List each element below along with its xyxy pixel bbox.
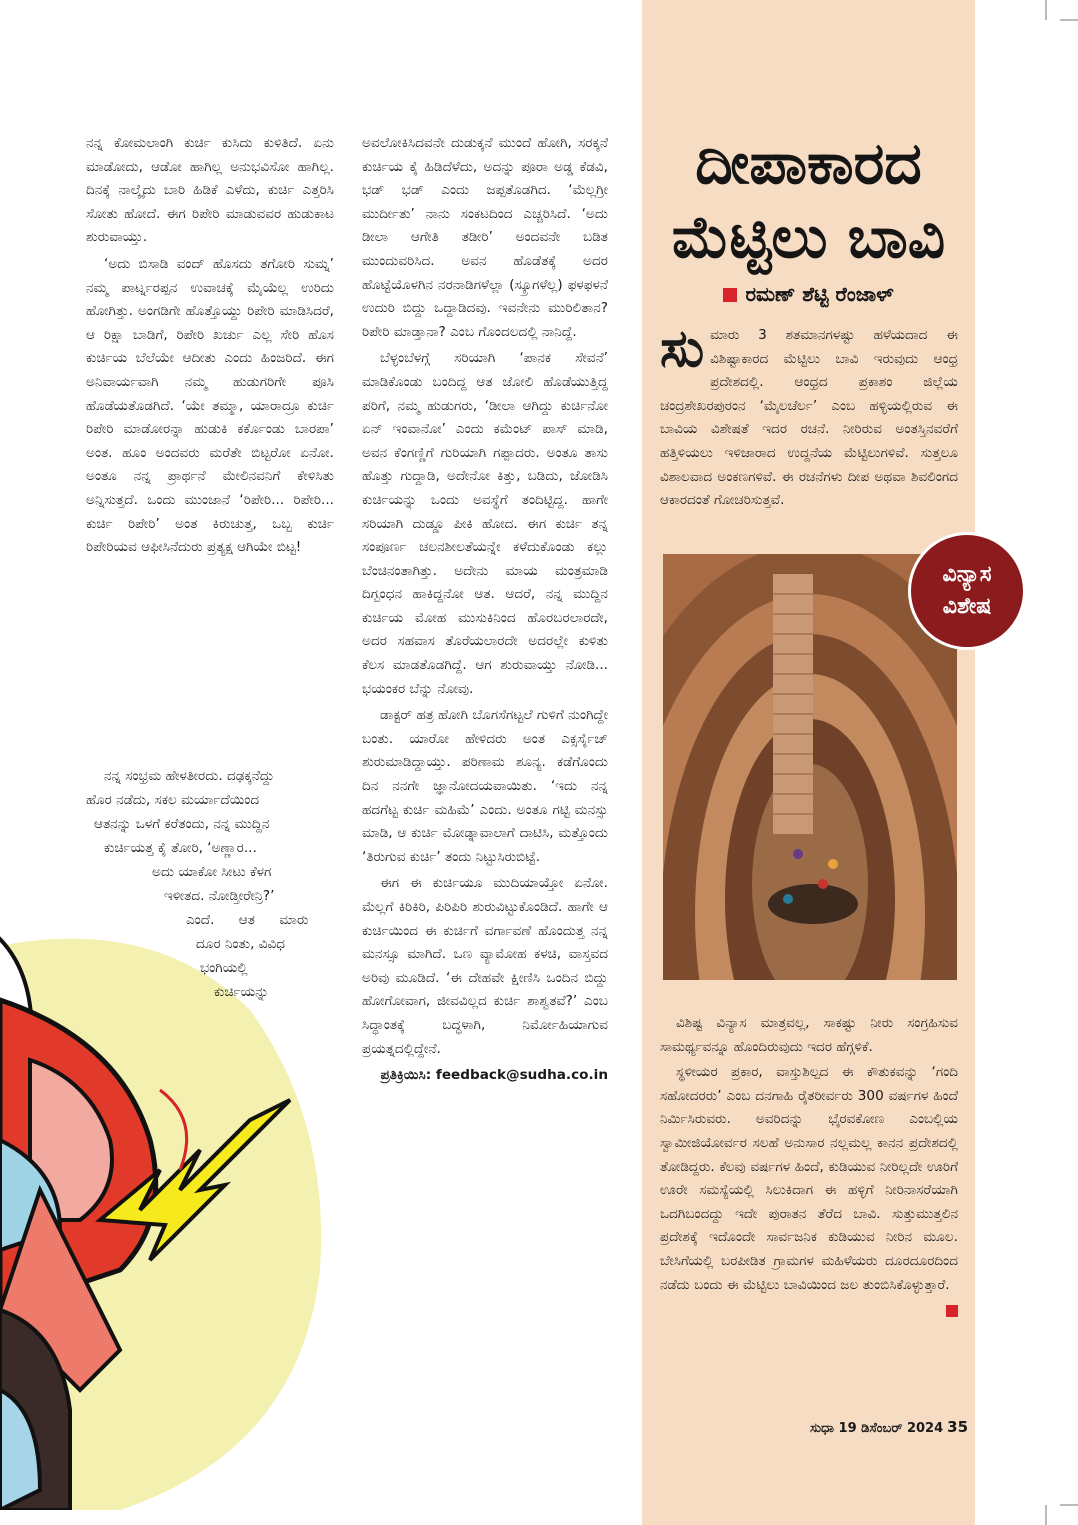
sidebar-paragraph: ಸ್ಥಳೀಯರ ಪ್ರಕಾರ, ವಾಸ್ತುಶಿಲ್ಪದ ಈ ಕೌತುಕವನ್ನು ‘ಗಂದಿ ಸಹೋದರರು’ ಎಂಬ ದನಗಾಹಿ ರೈತರೀರ್ವರು 300 ವರ್ಷಗಳ ಹಿಂದೆ ನಿರ್ಮಿಸಿರುವರು. ಅವರಿದನ್ನು ಭೈರವಕೋಣ ಎಂಬಲ್ಲಿಯ ಸ್ವಾಮೀಜಿಯೋರ್ವರ ಸಲಹೆ ಅನುಸಾರ ನಲ್ಲಮಲ್ಲ ಕಾನನ ಪ್ರದೇಶದಲ್ಲಿ ತೋಡಿದ್ದರು. ಕೆಲವು ವರ್ಷಗಳ ಹಿಂದೆ, ಕುಡಿಯುವ ನೀರಿಲ್ಲದೇ ಊರಿಗೆ ಊರೇ ಸಮಸ್ಯೆಯಲ್ಲಿ ಸಿಲುಕಿದಾಗ ಈ ಹಳ್ಳಿಗೆ ನೀರಿನಾಸರೆಯಾಗಿ ಒದಗಿಬಂದದ್ದು ಇದೇ ಪುರಾತನ ತೆರೆದ ಬಾವಿ. ಸುತ್ತುಮುತ್ತಲಿನ ಪ್ರದೇಶಕ್ಕೆ ಇದೊಂದೇ ಸಾರ್ವಜನಿಕ ಕುಡಿಯುವ ನೀರಿನ ಮೂಲ. ಬೇಸಿಗೆಯಲ್ಲಿ ಬರಪೀಡಿತ ಗ್ರಾಮಗಳ ಮಹಿಳೆಯರು ದೂರದೂರದಿಂದ ನಡೆದು ಬಂದು ಈ ಮೆಟ್ಟಿಲು ಬಾವಿಯಿಂದ ಜಲ ತುಂಬಿಸಿಕೊಳ್ಳುತ್ತಾರೆ. xyxy=(660,1064,958,1293)
text-line: ಅದು ಯಾಕೋ ಸೀಟು ಕೆಳಗ xyxy=(152,864,272,880)
sidebar-body xyxy=(660,1012,958,1317)
text-line: ಎಂದೆ. ಆತ ಮಾರು xyxy=(186,912,309,928)
sidebar-paragraph: ವಿಶಿಷ್ಟ ವಿನ್ಯಾಸ ಮಾತ್ರವಲ್ಲ, ಸಾಕಷ್ಟು ನೀರು ಸಂಗ್ರಹಿಸುವ ಸಾಮರ್ಥ್ಯವನ್ನೂ ಹೊಂದಿರುವುದು ಇದರ ಹೆಗ್ಗಳಿಕೆ. xyxy=(660,1015,958,1055)
text-line: ಇಳೀತದ. ನೋಡ್ತೀರೇನ್ರಿ?’ xyxy=(164,888,275,904)
sidebar-intro-text: ಮಾರು 3 ಶತಮಾನಗಳಷ್ಟು ಹಳೆಯದಾದ ಈ ವಿಶಿಷ್ಟಾಕಾರದ ಮೆಟ್ಟಿಲು ಬಾವಿ ಇರುವುದು ಆಂಧ್ರ ಪ್ರದೇಶದಲ್ಲಿ. ಆಂಧ್ರದ ಪ್ರಕಾಶಂ ಜಿಲ್ಲೆಯ ಚಂದ್ರಶೇಖರಪುರಂನ ‘ಮೈಲಚೆರ್ಲ’ ಎಂಬ ಹಳ್ಳಿಯಲ್ಲಿರುವ ಈ ಬಾವಿಯ ವಿಶೇಷತೆ ಇದರ ರಚನೆ. ನೀರಿರುವ ಅಂತಸ್ತಿನವರೆಗೆ ಹತ್ತಿಳಿಯಲು ಇಳಿಜಾರಾದ ಉದ್ದನೆಯ ಮೆಟ್ಟಿಲುಗಳಿವೆ. ಸುತ್ತಲೂ ವಿಶಾಲವಾದ ಅಂಕಣಗಳಿವೆ. ಈ ರಚನೆಗಳು ದೀಪ ಅಥವಾ ಶಿವಲಿಂಗದ ಆಕಾರದಂತೆ ಗೋಚರಿಸುತ್ತವೆ. xyxy=(660,327,958,509)
text-line: ನನ್ನ ಸಂಭ್ರಮ ಹೇಳತೀರದು. ದಢಕ್ಕನೆದ್ದು xyxy=(104,768,275,784)
end-mark-icon xyxy=(946,1305,958,1317)
text-line: ಕುರ್ಚಿಯತ್ತ ಕೈ ತೋರಿ, ‘ಅಣ್ಣಾರ... xyxy=(104,840,257,856)
text-line: ಆತನನ್ನು ಒಳಗೆ ಕರೆತಂದು, ನನ್ನ ಮುದ್ದಿನ xyxy=(94,816,270,832)
feature-badge xyxy=(908,532,1026,650)
badge-line-1: ವಿನ್ಯಾಸ xyxy=(942,562,992,587)
drop-cap: ಸು xyxy=(660,319,705,379)
cartoon-illustration xyxy=(0,890,340,1510)
sidebar-author xyxy=(642,282,975,306)
issue-label: ಸುಧಾ 19 ಡಿಸೆಂಬರ್ 2024 xyxy=(810,1421,944,1436)
text-line: ಕುರ್ಚಿಯನ್ನು xyxy=(214,984,269,1000)
badge-line-2: ವಿಶೇಷ xyxy=(942,594,992,619)
page-edge-marks xyxy=(1040,0,1078,1525)
article-paragraph: ಡಾಕ್ಟರ್ ಹತ್ರ ಹೋಗಿ ಬೊಗಸೆಗಟ್ಟಲೆ ಗುಳಿಗೆ ನುಂಗಿದ್ದೇ ಬಂತು. ಯಾರೋ ಹೇಳಿದರು ಅಂತ ಎಕ್ಸರ್ಸೈಜ್ ಶುರುಮಾಡಿದ್ದಾಯ್ತು. ಪರಿಣಾಮ ಶೂನ್ಯ. ಕಡೆಗೊಂದು ದಿನ ನನಗೇ ಜ್ಞಾನೋದಯವಾಯಿತು. ‘ಇದು ನನ್ನ ಹದಗೆಟ್ಟ ಕುರ್ಚಿ ಮಹಿಮೆ’ ಎಂದು. ಅಂತೂ ಗಟ್ಟಿ ಮನಸ್ಸು ಮಾಡಿ, ಆ ಕುರ್ಚಿ ಮೋಡ್ನಾವಾಲಾಗೆ ದಾಟಿಸಿ, ಮತ್ತೊಂದು ‘ತಿರುಗುವ ಕುರ್ಚಿ’ ತಂದು ನಿಟ್ಟುಸಿರುಬಿಟ್ಟೆ. xyxy=(362,707,608,865)
text-line: ಹೊರ ನಡೆದು, ಸಕಲ ಮರ್ಯಾದೆಯಿಂದ xyxy=(86,792,260,808)
page-number: 35 xyxy=(947,1418,969,1436)
page-footer xyxy=(810,1418,968,1436)
feedback-credit: ಪ್ರತಿಕ್ರಿಯಿಸಿ: feedback@sudha.co.in xyxy=(380,1067,608,1084)
text-line: ದೂರ ನಿಂತು, ವಿವಿಧ xyxy=(196,936,286,952)
sidebar-box xyxy=(642,0,975,1525)
sidebar-title xyxy=(642,126,975,274)
article-paragraph: ‘ಅದು ಬಿಸಾಡಿ ವಂದ್ ಹೊಸದು ತಗೋರಿ ಸುಮ್ನ’ ನಮ್ಮ ಪಾರ್ಟ್ನರಪ್ಪನ ಉವಾಚಕ್ಕೆ ಮೈಯೆಲ್ಲ ಉರಿದು ಹೋಗಿತ್ತು. ಅಂಗಡಿಗೇ ಹೊತ್ತೊಯ್ದು ರಿಪೇರಿ ಮಾಡಿಸಿದರೆ, ಆ ರಿಕ್ಷಾ ಬಾಡಿಗೆ, ರಿಪೇರಿ ಖರ್ಚು ಎಲ್ಲ ಸೇರಿ ಹೊಸ ಕುರ್ಚಿಯ ಬೆಲೆಯೇ ಆದೀತು ಎಂದು ಹಿಂಜರಿದೆ. ಈಗ ಅನಿವಾರ್ಯವಾಗಿ ನಮ್ಮ ಹುಡುಗರಿಗೇ ಪೂಸಿ ಹೊಡೆಯತೊಡಗಿದೆ. ‘ಯೇ ತಮ್ಮಾ, ಯಾರಾದ್ರೂ ಕುರ್ಚಿ ರಿಪೇರಿ ಮಾಡೋರನ್ನಾ ಹುಡುಕಿ ಕರ್ಕೊಂಡು ಬಾರಪಾ’ ಅಂತ. ಹೂಂ ಅಂದವರು ಮರೆತೇ ಬಿಟ್ಟರೋ ಏನೋ. ಅಂತೂ ನನ್ನ ಪ್ರಾರ್ಥನೆ ಮೇಲಿನವನಿಗೆ ಕೇಳಿಸಿತು ಅನ್ನಿಸುತ್ತದೆ. ಒಂದು ಮುಂಜಾನೆ ‘ರಿಪೇರಿ... ರಿಪೇರಿ... ಕುರ್ಚಿ ರಿಪೇರಿ’ ಅಂತ ಕಿರುಚುತ್ತ, ಒಬ್ಬ ಕುರ್ಚಿ ರಿಪೇರಿಯವ ಆಫೀಸಿನೆದುರು ಪ್ರತ್ಯಕ್ಷ ಆಗಿಯೇ ಬಿಟ್ಟ! xyxy=(86,255,334,556)
article-paragraph: ಅವಲೋಕಿಸಿದವನೇ ದುಡುಕ್ಕನೆ ಮುಂದೆ ಹೋಗಿ, ಸರಕ್ಕನೆ ಕುರ್ಚಿಯ ಕೈ ಹಿಡಿದೆಳೆದು, ಅದನ್ನು ಪೂರಾ ಅಡ್ಡ ಕೆಡವಿ, ಭಡ್ ಭಡ್ ಎಂದು ಜಪ್ಪತೊಡಗಿದ. ‘ಮೆಲ್ಲಗ್ರೀ ಮುರ್ದೀತು’ ನಾನು ಸಂಕಟದಿಂದ ಎಚ್ಚರಿಸಿದೆ. ‘ಅದು ಡೀಲಾ ಆಗೇತಿ ತಡೀರಿ’ ಅಂದವನೇ ಬಡಿತ ಮುಂದುವರಿಸಿದ. ಅವನ ಹೊಡೆತಕ್ಕೆ ಅದರ ಹೊಟ್ಟೆಯೊಳಗಿನ ನರನಾಡಿಗಳೆಲ್ಲಾ (ಸ್ಕ್ರೂಗಳೆಲ್ಲ) ಫಳಫಳನೆ ಉದುರಿ ಬಿದ್ದು ಒದ್ದಾಡಿದವು. ಇವನೇನು ಮುರಿಲಿತಾನ? ರಿಪೇರಿ ಮಾಡ್ತಾನಾ? ಎಂಬ ಗೊಂದಲದಲ್ಲಿ ನಾನಿದ್ದೆ. xyxy=(362,135,608,340)
text-line: ಭಂಗಿಯಲ್ಲಿ xyxy=(200,960,248,976)
sidebar-title-line-2: ಮೆಟ್ಟಿಲು ಬಾವಿ xyxy=(671,203,946,271)
sidebar-title-line-1: ದೀಪಾಕಾರದ xyxy=(695,129,922,197)
red-square-icon xyxy=(723,288,737,302)
article-column-1 xyxy=(86,132,334,563)
author-name: ರಮಣ್ ಶೆಟ್ಟಿ ರೆಂಜಾಳ್ xyxy=(745,282,894,306)
article-paragraph: ಬೆಳ್ಳಂಬೆಳಗ್ಗೆ ಸರಿಯಾಗಿ ‘ಪಾನಕ ಸೇವನೆ’ ಮಾಡಿಕೊಂಡು ಬಂದಿದ್ದ ಆತ ಜೋಲಿ ಹೊಡೆಯುತ್ತಿದ್ದ ಪರಿಗೆ, ನಮ್ಮ ಹುಡುಗರು, ‘ಡೀಲಾ ಆಗಿದ್ದು ಕುರ್ಚಿನೋ ಏನ್ ಇಂವಾನೋ’ ಎಂದು ಕಮೆಂಟ್ ಪಾಸ್ ಮಾಡಿ, ಅವನ ಕೆಂಗಣ್ಣಿಗೆ ಗುರಿಯಾಗಿ ಗಪ್ಪಾದರು. ಅಂತೂ ತಾಸು ಹೊತ್ತು ಗುದ್ದಾಡಿ, ಅದೇನೋ ಕಿತ್ತು, ಬಡಿದು, ಜೋಡಿಸಿ ಕುರ್ಚಿಯನ್ನು ಒಂದು ಅವಸ್ಥೆಗೆ ತಂದಿಟ್ಟಿದ್ದ. ಹಾಗೇ ಸರಿಯಾಗಿ ದುಡ್ಡೂ ಪೀಕಿ ಹೋದ. ಈಗ ಕುರ್ಚಿ ತನ್ನ ಸಂಪೂರ್ಣ ಚಲನಶೀಲತೆಯನ್ನೇ ಕಳೆದುಕೊಂಡು ಕಲ್ಲು ಬೆಂಚಿನಂತಾಗಿತ್ತು. ಅದೇನು ಮಾಯ ಮಂತ್ರಮಾಡಿ ದಿಗ್ಬಂಧನ ಹಾಕಿದ್ದನೋ ಆತ. ಆದರೆ, ನನ್ನ ಮುದ್ದಿನ ಕುರ್ಚಿಯ ಮೋಹ ಮುಸುಕಿನಿಂದ ಹೊರಬರಲಾರದೇ, ಅದರ ಸಹವಾಸ ತೊರೆಯಲಾರದೇ ಅದರಲ್ಲೇ ಕುಳಿತು ಕೆಲಸ ಮಾಡತೊಡಗಿದ್ದೆ. ಆಗ ಶುರುವಾಯ್ತು ನೋಡಿ... ಭಯಂಕರ ಬೆನ್ನು ನೋವು. xyxy=(362,350,608,697)
article-paragraph: ಈಗ ಈ ಕುರ್ಚಿಯೂ ಮುದಿಯಾಯ್ತೋ ಏನೋ. ಮೆಲ್ಲಗೆ ಕಿರಿಕಿರಿ, ಪಿರಿಪಿರಿ ಶುರುವಿಟ್ಟುಕೊಂಡಿದೆ. ಹಾಗೇ ಆ ಕುರ್ಚಿಯಿಂದ ಈ ಕುರ್ಚಿಗೆ ವರ್ಗಾವಣೆ ಹೊಂದುತ್ತ ನನ್ನ ಮನಸ್ಸೂ ಮಾಗಿದೆ. ಒಣ ವ್ಯಾಮೋಹ ಕಳಚಿ, ವಾಸ್ತವದ ಅರಿವು ಮೂಡಿದೆ. ‘ಈ ದೇಹವೇ ಕ್ಷೀಣಿಸಿ ಒಂದಿನ ಬಿದ್ದು ಹೋಗೋವಾಗ, ಜೀವವಿಲ್ಲದ ಕುರ್ಚಿ ಶಾಶ್ವತವೆ?’ ಎಂಬ ಸಿದ್ಧಾಂತಕ್ಕೆ ಬದ್ಧಳಾಗಿ, ನಿರ್ಮೋಹಿಯಾಗುವ ಪ್ರಯತ್ನದಲ್ಲಿದ್ದೇನೆ. xyxy=(362,875,608,1057)
stepwell-photo xyxy=(663,554,957,980)
article-column-2 xyxy=(362,132,608,1088)
article-paragraph: ನನ್ನ ಕೋಮಲಾಂಗಿ ಕುರ್ಚಿ ಕುಸಿದು ಕುಳಿತಿದೆ. ಏನು ಮಾಡೋದು, ಆಡೋ ಹಾಗಿಲ್ಲ ಅನುಭವಿಸೋ ಹಾಗಿಲ್ಲ. ದಿನಕ್ಕೆ ನಾಲ್ಕೈದು ಬಾರಿ ಹಿಡಿಕೆ ಎಳೆದು, ಕುರ್ಚಿ ಎತ್ತರಿಸಿ ಸೋತು ಹೋದೆ. ಈಗ ರಿಪೇರಿ ಮಾಡುವವರ ಹುಡುಕಾಟ ಶುರುವಾಯ್ತು. xyxy=(86,135,334,246)
sidebar-intro xyxy=(660,319,958,515)
